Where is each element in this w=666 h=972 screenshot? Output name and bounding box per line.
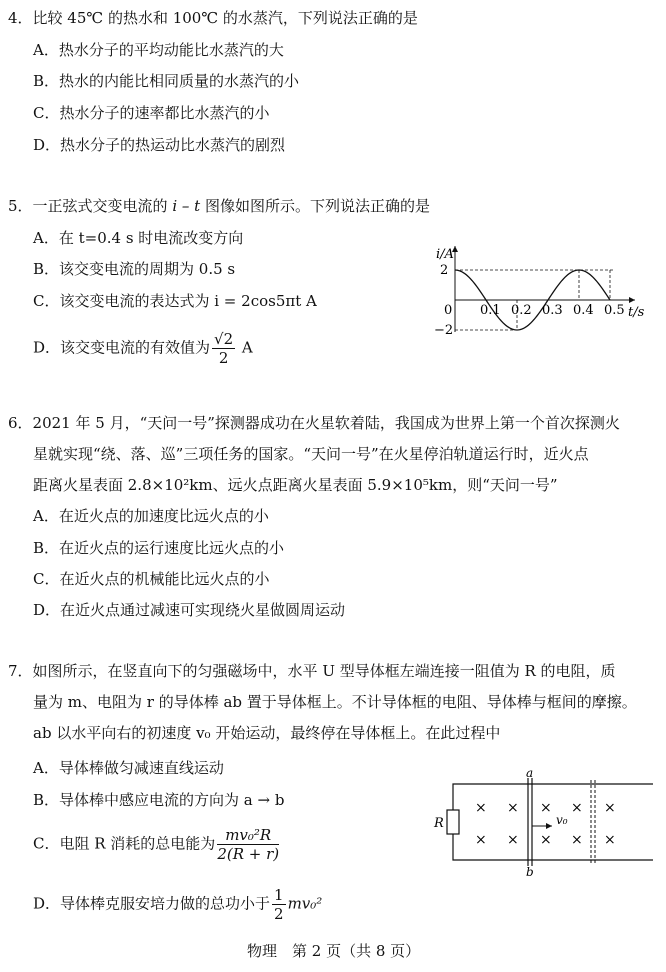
q7-label-b: b [526, 865, 534, 879]
page-footer: 物理 第 2 页（共 8 页） [247, 942, 421, 960]
q7-line3: ab 以水平向右的初速度 v₀ 开始运动，最终停在导体框上。在此过程中 [33, 724, 501, 742]
q5-option-d-suffix: A [237, 338, 253, 357]
q5-tick-0.5: 0.5 [604, 303, 625, 318]
field-mark: × [571, 800, 583, 816]
q5-option-d-fraction [212, 330, 235, 367]
q7-option-b: B．导体棒中感应电流的方向为 a → b [33, 791, 285, 809]
q5-option-d [33, 330, 253, 367]
q7-option-d-fraction [272, 886, 286, 923]
field-mark: × [475, 832, 487, 848]
q5-stem-suffix: 图像如图所示。下列说法正确的是 [200, 197, 430, 215]
q7-option-d [33, 886, 322, 923]
q5-tick-0.3: 0.3 [542, 303, 563, 318]
q7-resistor [447, 810, 459, 834]
field-mark: × [507, 800, 519, 816]
q5-origin: 0 [444, 303, 453, 318]
q5-stem-var: i – t [172, 197, 201, 215]
q7-d-frac-num: 1 [274, 886, 284, 904]
q6-option-d: D．在近火点通过减速可实现绕火星做圆周运动 [33, 601, 346, 619]
field-mark: × [540, 832, 552, 848]
q6-option-b: B．在近火点的运行速度比远火点的小 [33, 539, 285, 557]
q4-option-a: A．热水分子的平均动能比水蒸汽的大 [33, 41, 284, 59]
q7-option-d-suffix: mv₀² [287, 894, 323, 913]
q7-option-a: A．导体棒做匀减速直线运动 [33, 759, 224, 777]
q5-y-min: −2 [434, 323, 454, 338]
q7-option-c-fraction [217, 826, 279, 863]
q7-line2: 量为 m、电阻为 r 的导体棒 ab 置于导体框上。不计导体框的电阻、导体棒与框间的摩擦。 [33, 693, 637, 711]
q5-option-c: C．该交变电流的表达式为 i = 2cos5πt A [33, 292, 317, 310]
field-mark: × [571, 832, 583, 848]
q6-option-a: A．在近火点的加速度比远火点的小 [33, 507, 269, 525]
q7-c-frac-den: 2(R + r) [217, 845, 280, 863]
field-mark: × [475, 800, 487, 816]
q5-y-label: i/A [436, 247, 454, 262]
field-mark: × [604, 800, 616, 816]
q7-option-c-prefix: C．电阻 R 消耗的总电能为 [33, 834, 216, 853]
q5-frac-num: √2 [214, 330, 234, 348]
q5-option-d-prefix: D．该交变电流的有效值为 [33, 338, 211, 357]
q5-current-graph [410, 240, 650, 350]
q7-d-frac-den: 2 [274, 905, 284, 923]
q5-tick-0.1: 0.1 [480, 303, 501, 318]
q6-line1: 6．2021 年 5 月，“天问一号”探测器成功在火星软着陆，我国成为世界上第一个首次探测火 [8, 414, 620, 432]
q5-y-max: 2 [440, 263, 449, 278]
q6-line3: 距离火星表面 2.8×10²km、远火点距离火星表面 5.9×10⁵km，则“天问一号” [33, 476, 558, 494]
q4-option-c: C．热水分子的速率都比水蒸汽的小 [33, 104, 270, 122]
q7-option-c [33, 826, 281, 863]
q7-resistor-label: R [434, 816, 444, 831]
q7-line1: 7．如图所示，在竖直向下的匀强磁场中，水平 U 型导体框左端连接一阻值为 R 的电阻，质 [8, 662, 616, 680]
q7-circuit-figure [428, 770, 656, 880]
q6-option-c: C．在近火点的机械能比远火点的小 [33, 570, 270, 588]
field-mark: × [604, 832, 616, 848]
field-mark: × [507, 832, 519, 848]
q7-velocity-label: v₀ [556, 813, 568, 827]
q5-tick-0.2: 0.2 [511, 303, 532, 318]
q4-option-b: B．热水的内能比相同质量的水蒸汽的小 [33, 72, 300, 90]
q5-option-b: B．该交变电流的周期为 0.5 s [33, 260, 236, 278]
q5-option-a: A．在 t=0.4 s 时电流改变方向 [33, 229, 244, 247]
field-mark: × [540, 800, 552, 816]
q5-stem [8, 196, 430, 216]
q5-x-label: t/s [628, 305, 645, 320]
q5-tick-0.4: 0.4 [573, 303, 594, 318]
q5-stem-prefix: 5．一正弦式交变电流的 [8, 197, 173, 215]
q7-c-frac-num: mv₀²R [217, 826, 279, 845]
q4-option-d: D．热水分子的热运动比水蒸汽的剧烈 [33, 136, 286, 154]
q7-label-a: a [526, 770, 534, 780]
q6-line2: 星就实现“绕、落、巡”三项任务的国家。“天问一号”在火星停泊轨道运行时，近火点 [33, 445, 589, 463]
q7-u-frame [453, 784, 653, 860]
q4-stem: 4．比较 45℃ 的热水和 100℃ 的水蒸汽，下列说法正确的是 [8, 9, 418, 27]
q5-frac-den: 2 [218, 349, 229, 367]
q7-option-d-prefix: D．导体棒克服安培力做的总功小于 [33, 894, 271, 913]
